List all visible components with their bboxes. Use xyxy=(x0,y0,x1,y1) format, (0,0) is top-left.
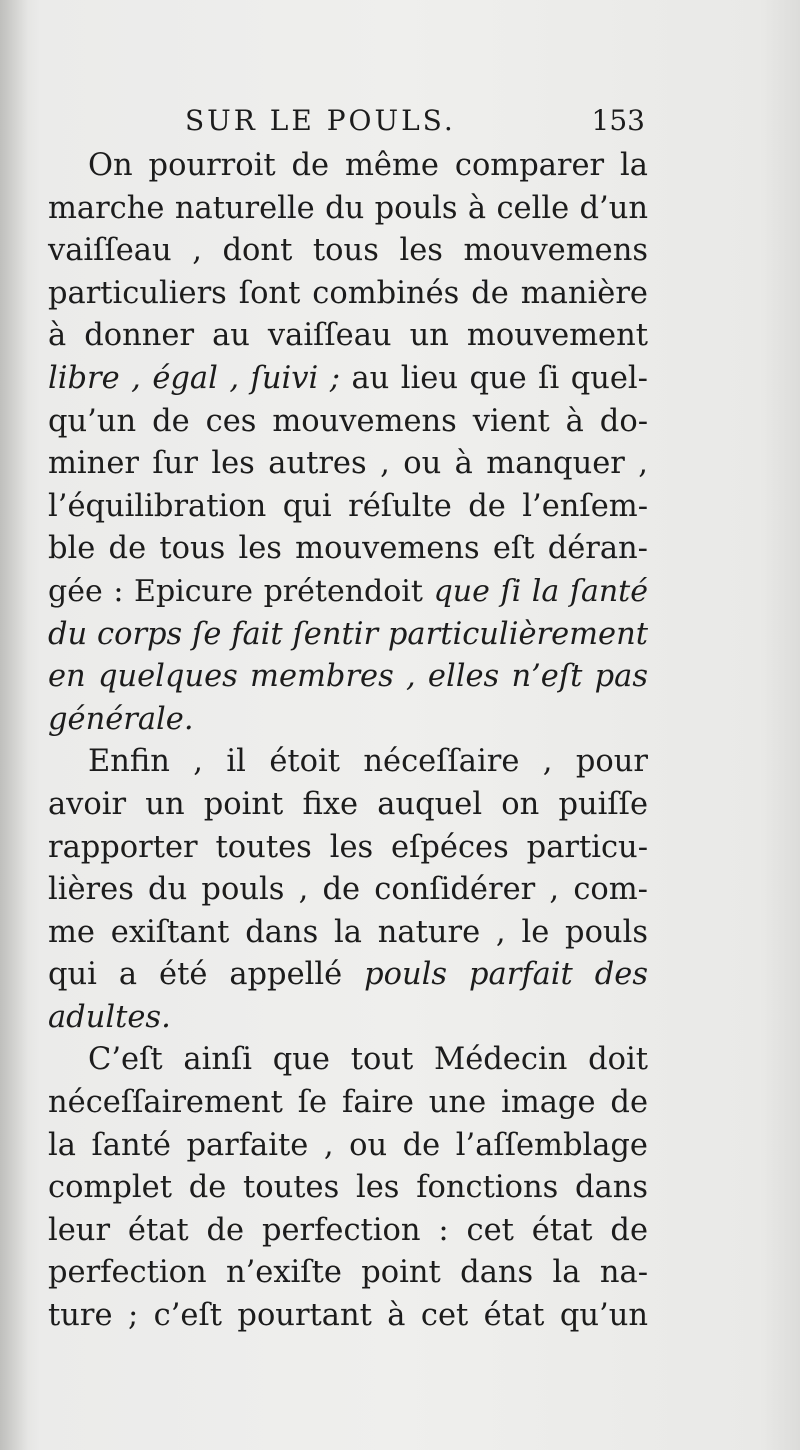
text-line xyxy=(48,784,648,827)
text-line xyxy=(48,486,648,529)
text-segment: rapporter toutes les eſpéces particu- xyxy=(48,829,648,865)
text-segment: miner ſur les autres , ou à manquer , xyxy=(48,446,648,482)
text-line xyxy=(48,827,648,870)
text-line xyxy=(48,1039,648,1082)
text-line xyxy=(48,741,648,784)
text-segment: la ſanté parfaite , ou de l’aſſemblage xyxy=(48,1127,648,1163)
text-line xyxy=(48,528,648,571)
text-segment: Enfin , il étoit néceſſaire , pour xyxy=(88,744,648,780)
text-segment: me exiſtant dans la nature , le pouls xyxy=(48,914,648,950)
italic-text: du corps ſe fait ſentir particulièrement xyxy=(48,616,648,652)
text-segment: lières du pouls , de conſidérer , com- xyxy=(48,872,648,908)
text-line xyxy=(48,273,648,316)
text-line xyxy=(48,699,648,742)
text-line xyxy=(48,230,648,273)
text-line xyxy=(48,1252,648,1295)
text-line xyxy=(48,1125,648,1168)
running-title: SUR LE POULS. xyxy=(185,104,456,137)
text-segment: néceſſairement ſe faire une image de xyxy=(48,1085,648,1121)
text-line xyxy=(48,1167,648,1210)
text-segment: qui a été appellé xyxy=(48,957,365,993)
text-line xyxy=(48,656,648,699)
text-segment: particuliers ſont combinés de manière xyxy=(48,275,648,311)
text-line xyxy=(48,1082,648,1125)
italic-text: libre , égal , ſuivi ; xyxy=(48,360,340,396)
text-line xyxy=(48,614,648,657)
gutter-shadow xyxy=(0,0,28,1450)
text-segment: vaiſſeau , dont tous les mouvemens xyxy=(48,233,648,269)
text-line xyxy=(48,315,648,358)
text-line xyxy=(48,1210,648,1253)
text-line xyxy=(48,401,648,444)
paragraph xyxy=(48,1039,648,1337)
text-segment: au lieu que ſi quel- xyxy=(339,360,648,396)
text-segment: leur état de perfection : cet état de xyxy=(48,1212,648,1248)
italic-text: générale. xyxy=(48,701,194,737)
text-segment: On pourroit de même comparer la xyxy=(88,148,648,183)
text-line xyxy=(48,145,648,188)
italic-text: que ſi la ſanté xyxy=(433,573,648,609)
italic-text: en quelques membres , elles n’eſt pas xyxy=(48,659,648,695)
paragraph xyxy=(48,741,648,1039)
text-segment: ture ; c’eſt pourtant à cet état qu’un xyxy=(48,1298,648,1334)
text-segment: C’eſt ainſi que tout Médecin doit xyxy=(88,1042,648,1078)
text-segment: avoir un point fixe auquel on puiſſe xyxy=(48,786,648,822)
text-segment: perfection n’exiſte point dans la na- xyxy=(48,1255,648,1291)
italic-text: adultes. xyxy=(48,999,171,1035)
text-segment: ble de tous les mouvemens eſt déran- xyxy=(48,531,648,567)
italic-text: pouls parfait des xyxy=(364,957,648,993)
text-line xyxy=(48,997,648,1040)
text-segment: gée : Epicure prétendoit xyxy=(48,573,434,609)
text-line xyxy=(48,912,648,955)
text-line xyxy=(48,571,648,614)
text-line xyxy=(48,1295,648,1338)
page-header xyxy=(185,104,645,144)
text-segment: marche naturelle du pouls à celle d’un xyxy=(48,190,648,226)
paragraph xyxy=(48,145,648,741)
text-segment: qu’un de ces mouvemens vient à do- xyxy=(48,403,648,439)
text-segment: l’équilibration qui réſulte de l’enſem- xyxy=(48,488,648,524)
text-segment: à donner au vaiſſeau un mouvement xyxy=(48,318,648,354)
text-segment: complet de toutes les fonctions dans xyxy=(48,1170,648,1206)
text-line xyxy=(48,954,648,997)
text-line xyxy=(48,358,648,401)
text-line xyxy=(48,188,648,231)
text-line xyxy=(48,869,648,912)
body-text xyxy=(48,145,648,1345)
text-line xyxy=(48,443,648,486)
page-number: 153 xyxy=(591,104,645,137)
